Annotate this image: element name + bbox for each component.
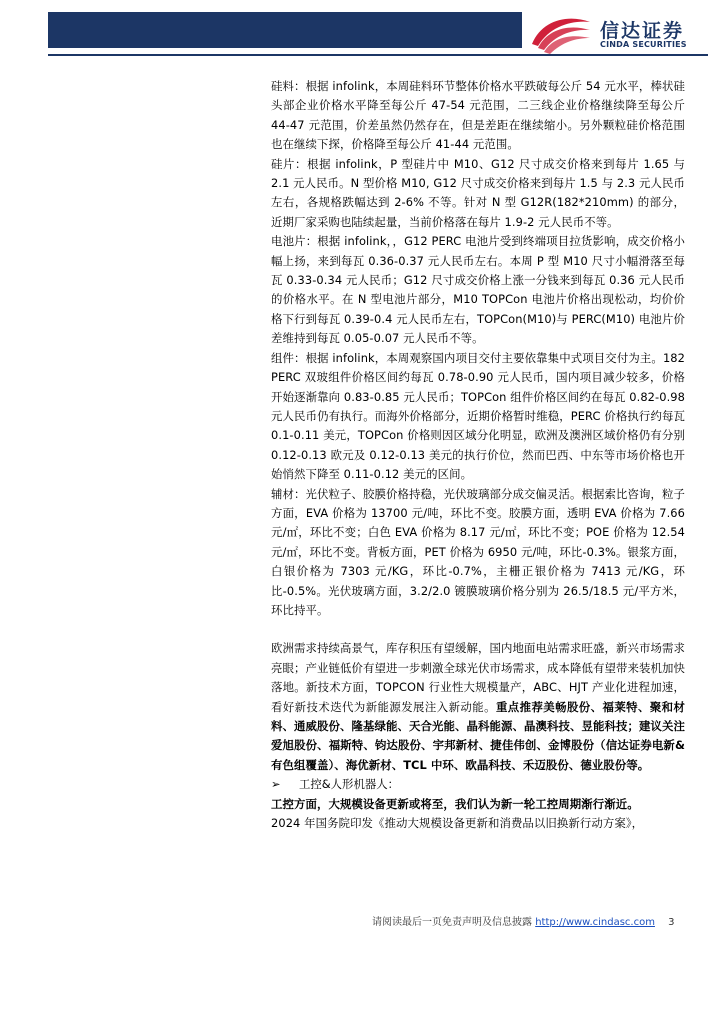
header-bar [48, 12, 522, 48]
industrial-control-lead: 工控方面，大规模设备更新或将至，我们认为新一轮工控周期渐行渐近。 [271, 796, 639, 811]
paragraph-polysilicon: 硅料：根据 infolink，本周硅料环节整体价格水平跌破每公斤 54 元水平，棒状硅头部企业价格水平降至每公斤 47-54 元范围，二三线企业价格继续降至每公斤 44-47 元范围，价差虽然仍然存在，但是差距在继续缩小。另外颗粒硅价格范围也在继续下探，价格降至每公斤 41-44 元范围。 [271, 79, 685, 152]
logo-chinese-name: 信达证券 [600, 20, 685, 42]
document-body [271, 77, 685, 833]
industrial-control-text: 2024 年国务院印发《推动大规模设备更新和消费品以旧换新行动方案》， [271, 816, 644, 831]
paragraph-cell: 电池片：根据 infolink，，G12 PERC 电池片受到终端项目拉货影响，成交价格小幅上扬，来到每瓦 0.36-0.37 元人民币左右。本周 P 型 M10 尺寸小幅滑落至每瓦 0.33-0.34 元人民币；G12 尺寸成交价格上涨一分钱来到每瓦 0.36 元人民币的价格水平。在 N 型电池片部分，M10 TOPCon 电池片价格出现松动，均价价格下行到每瓦 0.39-0.4 元人民币左右，TOPCon(M10)与 PERC(M10) 电池片价差维持到每瓦 0.05-0.07 元人民币不等。 [271, 234, 685, 346]
footer-website-link[interactable]: http://www.cindasc.com [535, 917, 655, 928]
section-heading: 工控&人形机器人： [299, 777, 400, 792]
recommendation-text: 重点推荐美畅股份、福莱特、聚和材料、通威股份、隆基绿能、天合光能、晶科能源、晶澳科技、昱能科技；建议关注爱旭股份、福斯特、钧达股份、宇邦新材、捷佳伟创、金博股份（信达证券电新&有色组覆盖）、海优新材、TCL 中环、欧晶科技、禾迈股份、德业股份等。 [271, 699, 685, 772]
paragraph-spacer [271, 620, 685, 639]
footer-disclaimer: 请阅读最后一页免责声明及信息披露 [372, 917, 532, 928]
page-footer [372, 913, 675, 928]
cinda-logo [528, 12, 718, 54]
page-number: 3 [668, 917, 675, 928]
paragraph-module: 组件：根据 infolink，本周观察国内项目交付主要依靠集中式项目交付为主。182 PERC 双玻组件价格区间约每瓦 0.78-0.90 元人民币，国内项目减少较多，价格开始逐渐靠向 0.83-0.85 元人民币；TOPCon 组件价格区间约在每瓦 0.82-0.98 元人民币仍有执行。而海外价格部分，近期价格暂时维稳，PERC 价格执行约每瓦 0.1-0.11 美元，TOPCon 价格则因区域分化明显，欧洲及澳洲区域价格仍有分别 0.12-0.13 欧元及 0.12-0.13 美元的执行价位，然而巴西、中东等市场价格也开始悄然下降至 0.11-0.12 美元的区间。 [271, 350, 685, 482]
arrow-bullet-icon: ➢ [271, 777, 281, 792]
section-bullet [271, 775, 685, 794]
paragraph-wafer: 硅片：根据 infolink，P 型硅片中 M10、G12 尺寸成交价格来到每片 1.65 与 2.1 元人民币。N 型价格 M10, G12 尺寸成交价格来到每片 1.5 与 2.3 元人民币左右，各规格跌幅达到 2-6% 不等。针对 N 型 G12R(182*210mm) 的部分，近期厂家采购也陆续起量，当前价格落在每片 1.9-2 元人民币不等。 [271, 156, 685, 229]
logo-swoosh-icon [528, 14, 594, 54]
paragraph-auxiliary-materials: 辅材：光伏粒子、胶膜价格持稳，光伏玻璃部分成交偏灵活。根据索比咨询，粒子方面，EVA 价格为 13700 元/吨，环比不变。胶膜方面，透明 EVA 价格为 7.66 元/㎡，环比不变；白色 EVA 价格为 8.17 元/㎡，环比不变；POE 价格为 12.54 元/㎡，环比不变。背板方面，PET 价格为 6950 元/吨，环比-0.3%。银浆方面，白银价格为 7303 元/KG，环比-0.7%，主栅正银价格为 7413 元/KG，环比-0.5%。光伏玻璃方面，3.2/2.0 镀膜玻璃价格分别为 26.5/18.5 元/平方米，环比持平。 [271, 486, 685, 617]
paragraph-solar-outlook [271, 639, 685, 775]
logo-english-name: CINDA SECURITIES [600, 40, 687, 49]
paragraph-industrial-control [271, 795, 685, 834]
header-divider [48, 54, 708, 56]
outlook-text: 欧洲需求持续高景气，库存积压有望缓解，国内地面电站需求旺盛，新兴市场需求亮眼；产业链低价有望进一步刺激全球光伏市场需求，成本降低有望带来装机加快落地。新技术方面，TOPCON 行业性大规模量产，ABC、HJT 产业化进程加速，看好新技术迭代为新能源发展注入新动能。 [271, 641, 685, 714]
